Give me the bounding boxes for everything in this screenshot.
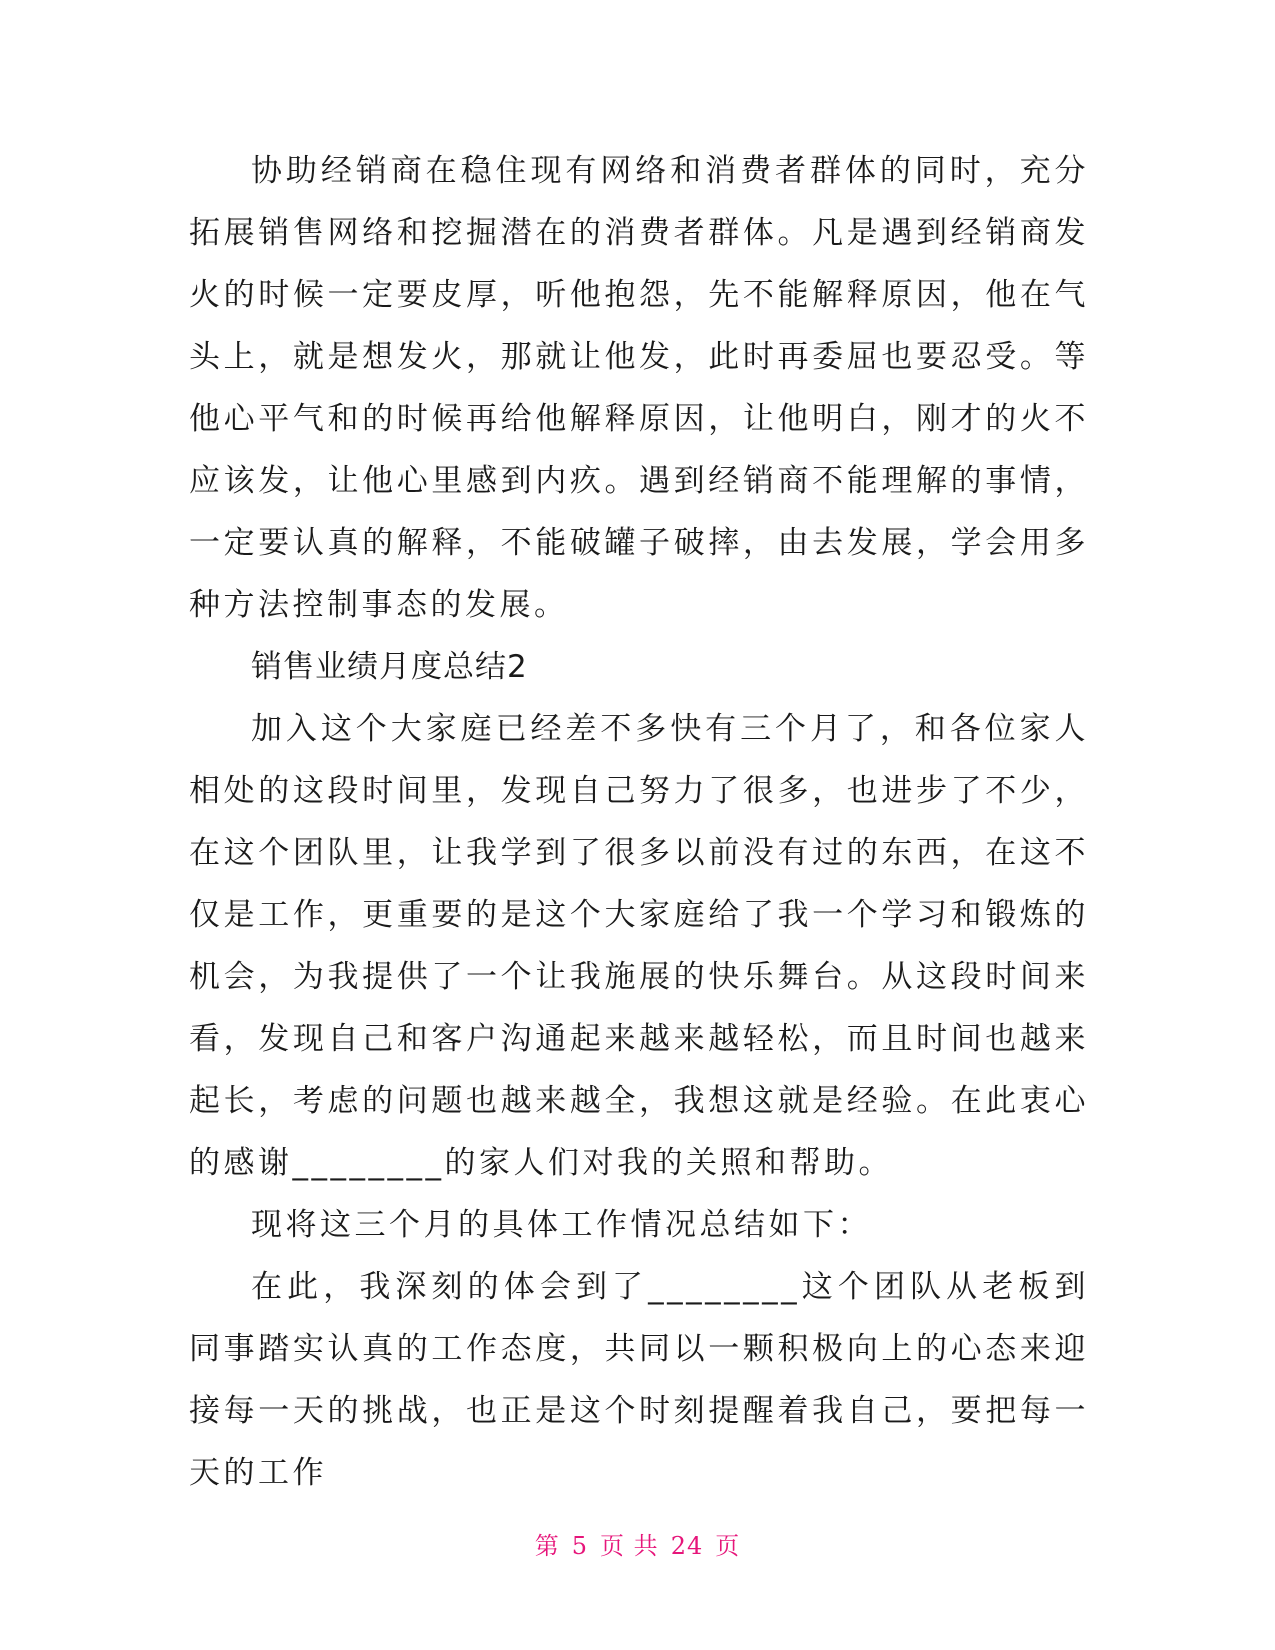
footer-total-pages: 24: [670, 1532, 704, 1560]
section-heading: 销售业绩月度总结2: [251, 649, 528, 685]
footer-prefix: 第: [534, 1532, 560, 1560]
page-footer: [0, 1526, 1275, 1561]
footer-middle: 页 共: [600, 1532, 659, 1560]
document-body: [189, 140, 1089, 1504]
paragraph-distributor-support: 协助经销商在稳住现有网络和消费者群体的同时，充分拓展销售网络和挖掘潜在的消费者群体。凡是遇到经销商发火的时候一定要皮厚，听他抱怨，先不能解释原因，他在气头上，就是想发火，那就让他发，此时再委屈也要忍受。等他心平气和的时候再给他解释原因，让他明白，刚才的火不应该发，让他心里感到内疚。遇到经销商不能理解的事情，一定要认真的解释，不能破罐子破摔，由去发展，学会用多种方法控制事态的发展。: [189, 153, 1089, 623]
footer-current-page: 5: [571, 1532, 589, 1560]
paragraph-joining-team: 加入这个大家庭已经差不多快有三个月了，和各位家人相处的这段时间里，发现自己努力了很多，也进步了不少，在这个团队里，让我学到了很多以前没有过的东西，在这不仅是工作，更重要的是这个大家庭给了我一个学习和锻炼的机会，为我提供了一个让我施展的快乐舞台。从这段时间来看，发现自己和客户沟通起来越来越轻松，而且时间也越来起长，考虑的问题也越来越全，我想这就是经验。在此衷心的感谢________的家人们对我的关照和帮助。: [189, 711, 1089, 1181]
paragraph-team-attitude: 在此，我深刻的体会到了________这个团队从老板到同事踏实认真的工作态度，共同以一颗积极向上的心态来迎接每一天的挑战，也正是这个时刻提醒着我自己，要把每一天的工作: [189, 1269, 1089, 1491]
paragraph-summary-intro: 现将这三个月的具体工作情况总结如下：: [251, 1207, 872, 1243]
footer-suffix: 页: [715, 1532, 741, 1560]
